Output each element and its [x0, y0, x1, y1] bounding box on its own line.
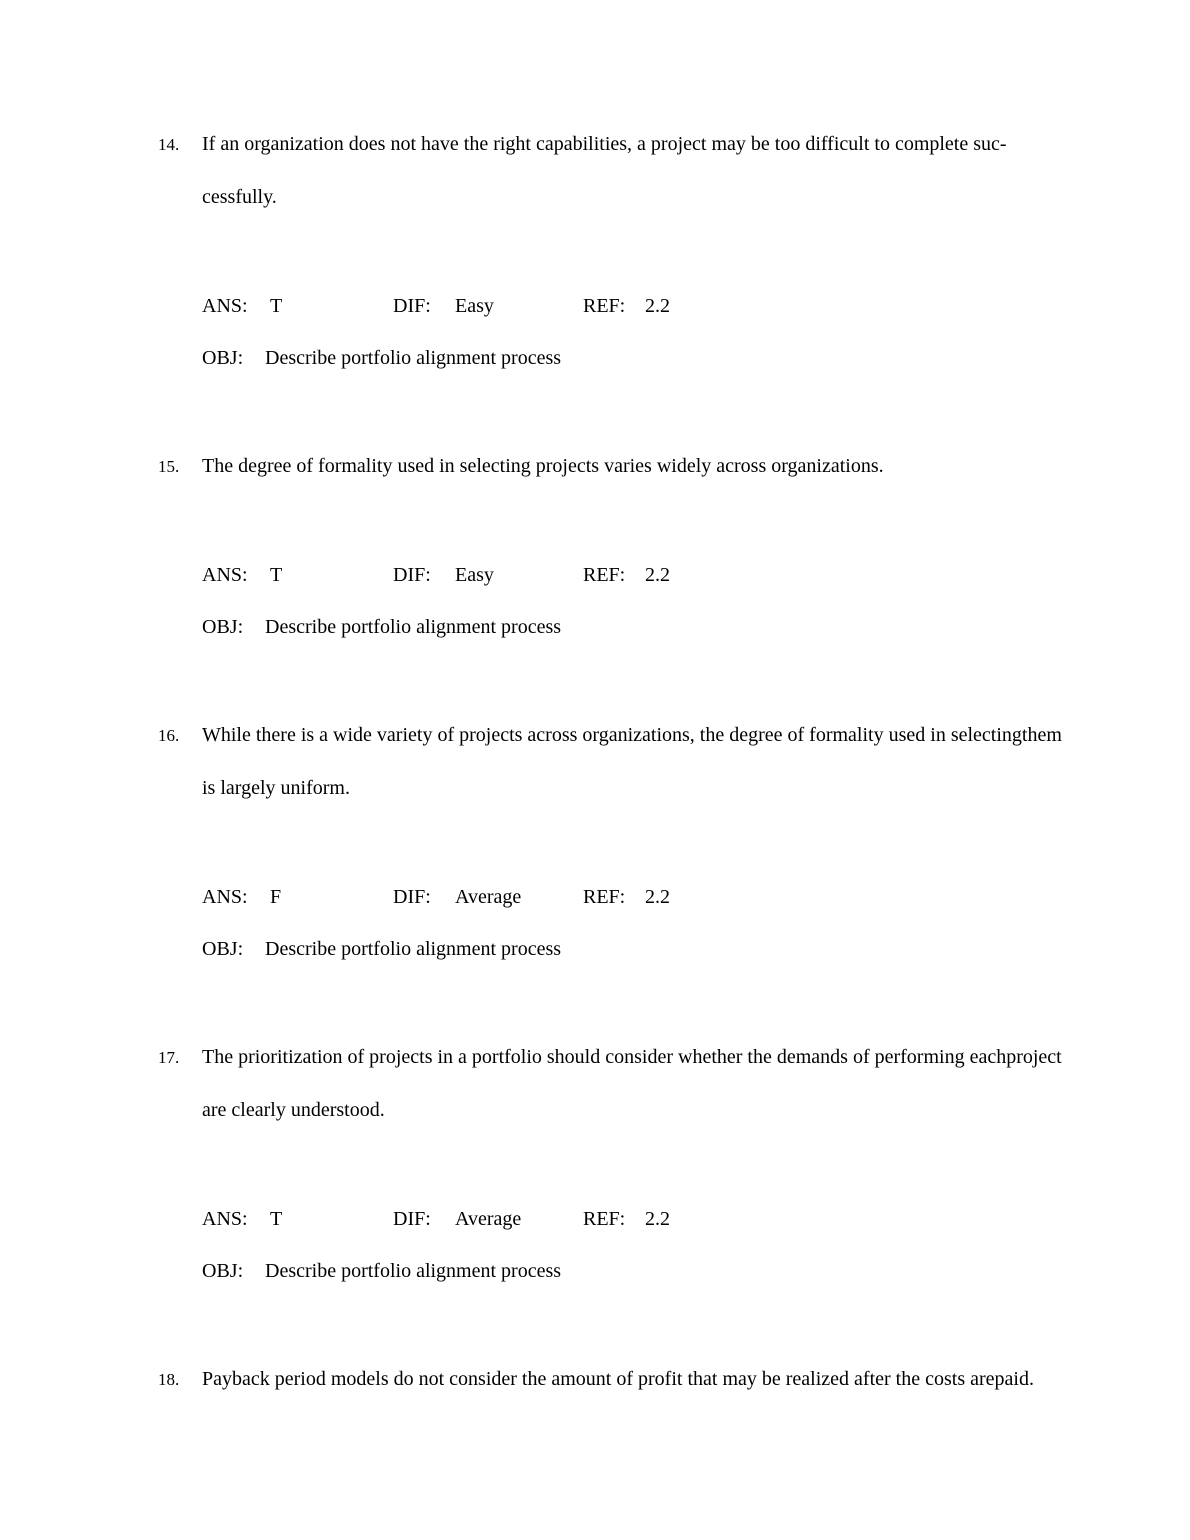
ref-value: 2.2 [645, 564, 670, 586]
question-number: 18. [158, 1370, 180, 1389]
answer-meta [202, 871, 1072, 975]
ref-cell [583, 1193, 670, 1245]
answer-meta [202, 549, 1072, 653]
ref-cell [583, 871, 670, 923]
objective-row [202, 1245, 1072, 1297]
obj-value: Describe portfolio alignment process [265, 1260, 562, 1282]
answer-meta [202, 1193, 1072, 1297]
question-number: 17. [158, 1048, 180, 1067]
obj-value: Describe portfolio alignment process [265, 938, 562, 960]
dif-label: DIF: [393, 295, 431, 317]
dif-label: DIF: [393, 886, 431, 908]
answer-row [202, 871, 1072, 923]
ref-cell [583, 549, 670, 601]
ref-cell [583, 280, 670, 332]
question-text: Payback period models do not consider the amount of profit that may be realized after the costs arepaid. [202, 1368, 1034, 1390]
obj-label: OBJ: [202, 347, 244, 369]
ans-value: T [270, 564, 283, 586]
ans-label: ANS: [202, 295, 248, 317]
ref-label: REF: [583, 564, 626, 586]
dif-cell [393, 1193, 583, 1245]
ans-value: T [270, 295, 283, 317]
objective-row [202, 601, 1072, 653]
ref-value: 2.2 [645, 886, 670, 908]
ans-cell [202, 1193, 393, 1245]
question-block-15 [158, 440, 1072, 653]
dif-cell [393, 871, 583, 923]
obj-label: OBJ: [202, 938, 244, 960]
ans-cell [202, 280, 393, 332]
obj-label: OBJ: [202, 1260, 244, 1282]
question-number: 15. [158, 457, 180, 476]
ref-value: 2.2 [645, 295, 670, 317]
obj-value: Describe portfolio alignment process [265, 347, 562, 369]
ref-label: REF: [583, 886, 626, 908]
question-line [158, 1031, 1072, 1137]
answer-row [202, 280, 1072, 332]
question-block-18 [158, 1353, 1072, 1406]
ref-label: REF: [583, 1208, 626, 1230]
ans-cell [202, 871, 393, 923]
objective-row [202, 332, 1072, 384]
question-number: 16. [158, 726, 180, 745]
ans-label: ANS: [202, 886, 248, 908]
question-line [158, 440, 1072, 493]
question-line [158, 709, 1072, 815]
ref-label: REF: [583, 295, 626, 317]
question-line [158, 118, 1072, 224]
ans-label: ANS: [202, 1208, 248, 1230]
dif-cell [393, 549, 583, 601]
dif-value: Easy [455, 564, 494, 586]
answer-meta [202, 280, 1072, 384]
question-line [158, 1353, 1072, 1406]
dif-cell [393, 280, 583, 332]
question-block-16 [158, 709, 1072, 975]
dif-label: DIF: [393, 1208, 431, 1230]
ans-label: ANS: [202, 564, 248, 586]
answer-row [202, 1193, 1072, 1245]
question-text: The degree of formality used in selecting projects varies widely across organizations. [202, 455, 884, 477]
ans-value: F [270, 886, 282, 908]
answer-row [202, 549, 1072, 601]
ans-cell [202, 549, 393, 601]
question-text: The prioritization of projects in a portfolio should consider whether the demands of performing eachproject are clearly understood. [202, 1046, 1062, 1121]
question-block-17 [158, 1031, 1072, 1297]
dif-label: DIF: [393, 564, 431, 586]
ans-value: T [270, 1208, 283, 1230]
question-text: If an organization does not have the right capabilities, a project may be too difficult to complete suc-cessfully. [202, 133, 1007, 208]
question-number: 14. [158, 135, 180, 154]
obj-value: Describe portfolio alignment process [265, 616, 562, 638]
obj-label: OBJ: [202, 616, 244, 638]
dif-value: Average [455, 1208, 522, 1230]
dif-value: Average [455, 886, 522, 908]
dif-value: Easy [455, 295, 494, 317]
ref-value: 2.2 [645, 1208, 670, 1230]
question-text: While there is a wide variety of projects across organizations, the degree of formality used in selectingthem is largely uniform. [202, 724, 1062, 799]
objective-row [202, 923, 1072, 975]
question-block-14 [158, 118, 1072, 384]
